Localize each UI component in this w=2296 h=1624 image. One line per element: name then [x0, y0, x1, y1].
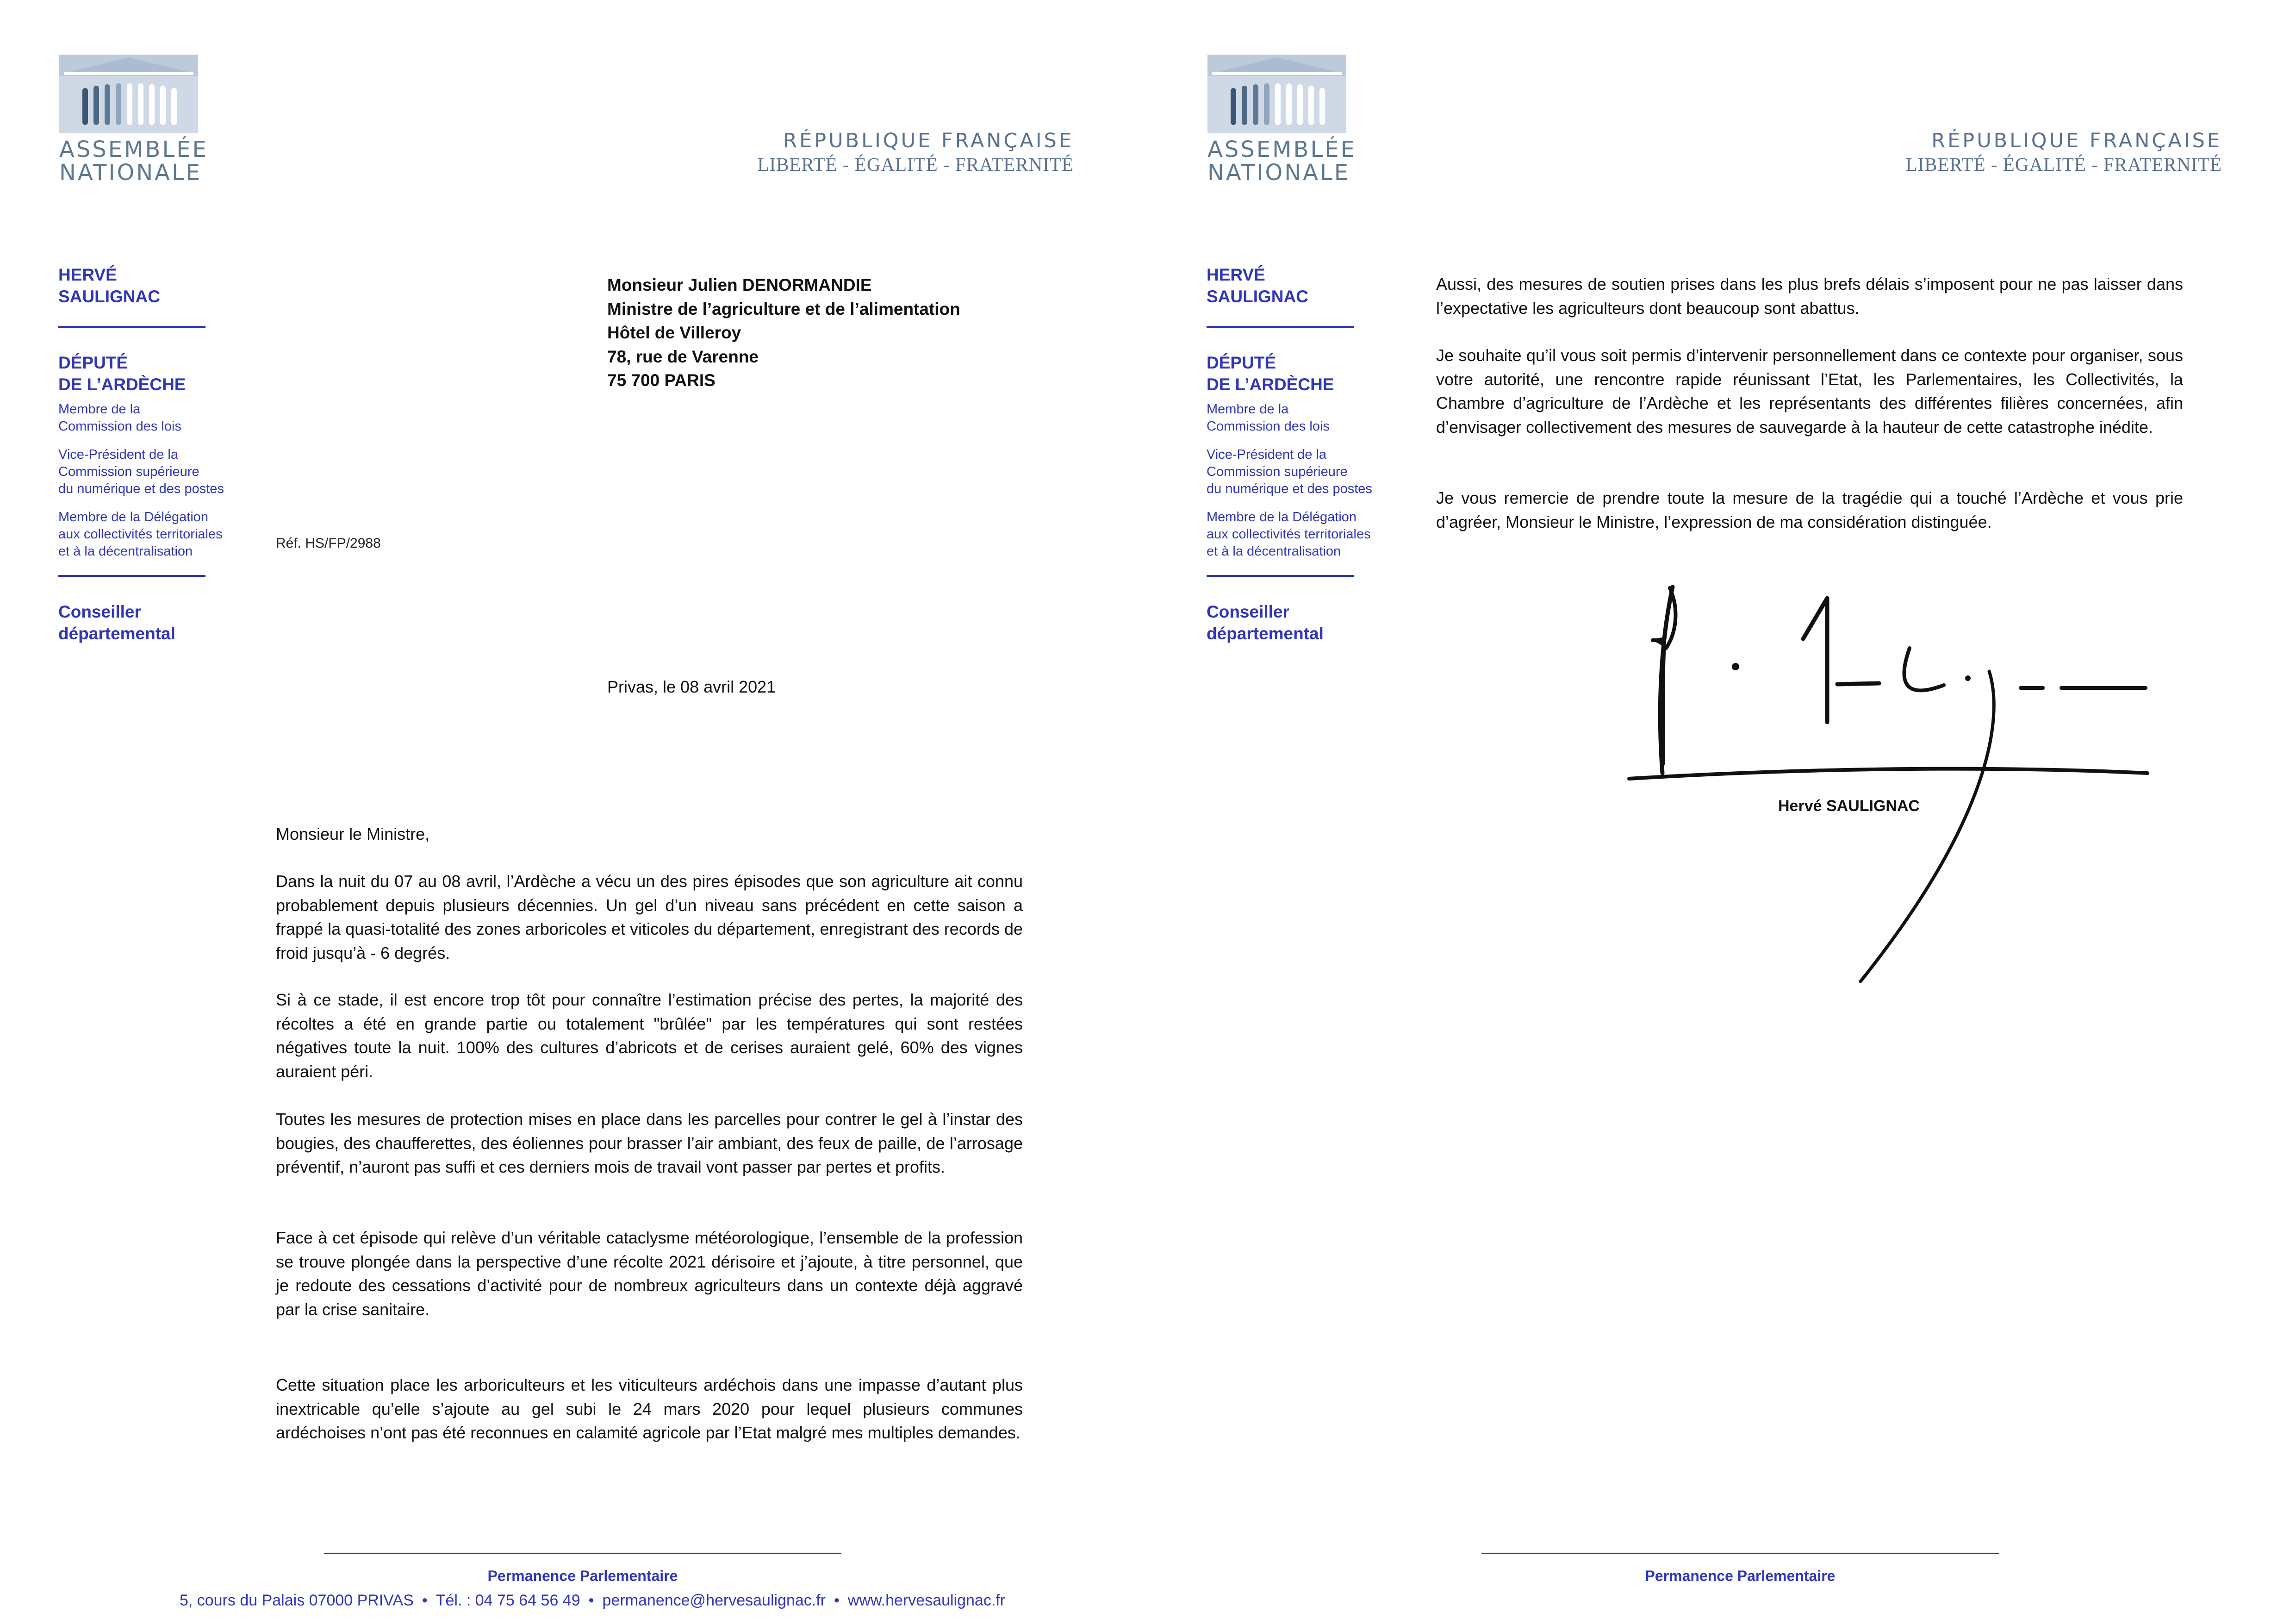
footer-bullet: •	[834, 1592, 840, 1609]
mandate-2	[1207, 446, 1401, 498]
assemblee-nationale-logo	[59, 55, 208, 186]
mandate-2-line-2: Commission supérieure	[58, 464, 199, 479]
footer-email[interactable]: permanence@hervesaulignac.fr	[602, 1592, 826, 1609]
footer-bullet: •	[422, 1592, 428, 1609]
reference: Réf. HS/FP/2988	[276, 536, 381, 551]
republique-header	[722, 129, 1074, 176]
mandate-3-line-2: aux collectivités territoriales	[1207, 527, 1371, 542]
mandate-1-line-1: Membre de la	[1207, 402, 1289, 417]
logo-line-2: NATIONALE	[59, 160, 202, 186]
deputy-role	[1207, 352, 1401, 395]
mandate-1-line-2: Commission des lois	[58, 419, 181, 434]
mandate-3-line-2: aux collectivités territoriales	[58, 527, 223, 542]
sidebar-divider	[58, 575, 205, 577]
mandate-2-line-1: Vice-Président de la	[58, 447, 179, 462]
letter-date: Privas, le 08 avril 2021	[607, 677, 776, 696]
mandate-2-line-3: du numérique et des postes	[1207, 481, 1372, 496]
deputy-last-name: SAULIGNAC	[58, 287, 160, 306]
logo-line-1: ASSEMBLÉE	[1207, 137, 1356, 162]
recipient-address	[607, 273, 960, 393]
recipient-line-3: Hôtel de Villeroy	[607, 323, 741, 342]
footer-contact	[139, 1592, 1046, 1610]
mandate-2	[58, 446, 253, 498]
paragraph-6: Aussi, des mesures de soutien prises dans les plus brefs délais s’imposent pour ne pas laisser dans l’expectative les agriculteurs dont beaucoup sont abattus.	[1436, 275, 2183, 318]
sidebar-divider	[1207, 326, 1354, 328]
council-role-line-2: départemental	[1207, 624, 1324, 643]
recipient-line-1: Monsieur Julien DENORMANDIE	[607, 275, 872, 294]
mandate-3-line-1: Membre de la Délégation	[1207, 510, 1357, 525]
hemicycle-icon	[1207, 55, 1346, 133]
deputy-role-line-1: DÉPUTÉ	[58, 353, 128, 372]
assemblee-nationale-logo	[1207, 55, 1356, 186]
deputy-first-name: HERVÉ	[1207, 265, 1265, 284]
paragraph-3: Toutes les mesures de protection mises en place dans les parcelles pour contrer le gel à l’instar des bougies, des chaufferettes, des éoliennes pour brasser l’air ambiant, des feux de paille, de l’arrosage préventif, n’auront pas suffi et ces derniers mois de travail vont passer par pertes et profits.	[276, 1110, 1023, 1176]
council-role-line-2: départemental	[58, 624, 175, 643]
paragraph-8: Je vous remercie de prendre toute la mesure de la tragédie qui a touché l’Ardèche et vous prie d’agréer, Monsieur le Ministre, l’expression de ma considération distinguée.	[1436, 488, 2183, 531]
mandate-1-line-2: Commission des lois	[1207, 419, 1330, 434]
mandate-3	[1207, 509, 1401, 560]
mandate-1-line-1: Membre de la	[58, 402, 141, 417]
signer-name: Hervé SAULIGNAC	[1778, 797, 1920, 815]
recipient-line-5: 75 700 PARIS	[607, 371, 716, 390]
republique-header	[1870, 129, 2222, 176]
republique-motto: LIBERTÉ - ÉGALITÉ - FRATERNITÉ	[1905, 154, 2222, 175]
sidebar-divider	[58, 326, 205, 328]
republique-title: RÉPUBLIQUE FRANÇAISE	[1931, 129, 2222, 152]
footer-divider	[324, 1553, 841, 1554]
mandate-3	[58, 509, 253, 560]
deputy-role-line-1: DÉPUTÉ	[1207, 353, 1276, 372]
deputy-last-name: SAULIGNAC	[1207, 287, 1308, 306]
council-role-line-1: Conseiller	[1207, 602, 1289, 621]
recipient-line-2: Ministre de l’agriculture et de l’alimentation	[607, 299, 960, 319]
deputy-role-line-2: DE L’ARDÈCHE	[1207, 375, 1334, 394]
footer-title: Permanence Parlementaire	[487, 1568, 678, 1584]
logo-line-1: ASSEMBLÉE	[59, 137, 208, 162]
council-role	[1207, 601, 1401, 644]
council-role	[58, 601, 253, 644]
logo-line-2: NATIONALE	[1207, 160, 1350, 186]
footer-bullet: •	[588, 1592, 594, 1609]
footer-website[interactable]: www.hervesaulignac.fr	[847, 1592, 1006, 1609]
sidebar	[1207, 264, 1401, 644]
deputy-name	[1207, 264, 1401, 307]
mandate-1	[1207, 401, 1401, 435]
paragraph-4: Face à cet épisode qui relève d’un véritable cataclysme météorologique, l’ensemble de la profession se trouve plongée dans la perspective d’une récolte 2021 dérisoire et j’ajoute, à titre personnel, que je redoute des cessations d’activité pour de nombreux agriculteurs dans un contexte déjà aggravé par la crise sanitaire.	[276, 1228, 1023, 1319]
mandate-3-line-3: et à la décentralisation	[58, 544, 193, 559]
footer-divider	[1481, 1553, 1999, 1554]
paragraph-7: Je souhaite qu’il vous soit permis d’intervenir personnellement dans ce contexte pour organiser, sous votre autorité, une rencontre rapide réunissant l’Etat, les Parlementaires, les Collectivités, la Chambre d’agriculture de l’Ardèche et les représentants des différentes filières concernées, afin d’envisager collectivement des mesures de sauvegarde à la hauteur de cette catastrophe inédite.	[1436, 346, 2183, 437]
sidebar-divider	[1207, 575, 1354, 577]
deputy-first-name: HERVÉ	[58, 265, 117, 284]
deputy-role-line-2: DE L’ARDÈCHE	[58, 375, 186, 394]
salutation: Monsieur le Ministre,	[276, 824, 430, 843]
mandate-2-line-2: Commission supérieure	[1207, 464, 1348, 479]
mandate-1	[58, 401, 253, 435]
council-role-line-1: Conseiller	[58, 602, 141, 621]
footer-title: Permanence Parlementaire	[1645, 1568, 1836, 1584]
footer-address: 5, cours du Palais 07000 PRIVAS	[179, 1592, 414, 1609]
footer-phone: Tél. : 04 75 64 56 49	[436, 1592, 580, 1609]
hemicycle-icon	[59, 55, 198, 133]
paragraph-1: Dans la nuit du 07 au 08 avril, l’Ardèche a vécu un des pires épisodes que son agriculture ait connu probablement depuis plusieurs décennies. Un gel d’un niveau sans précédent en cette saison a frappé la quasi-totalité des zones arboricoles et viticoles du département, enregistrant des records de froid jusqu’à - 6 degrés.	[276, 872, 1023, 962]
republique-title: RÉPUBLIQUE FRANÇAISE	[783, 129, 1074, 152]
handwritten-signature-icon	[1620, 579, 2157, 995]
mandate-2-line-1: Vice-Président de la	[1207, 447, 1327, 462]
recipient-line-4: 78, rue de Varenne	[607, 347, 759, 366]
mandate-2-line-3: du numérique et des postes	[58, 481, 224, 496]
paragraph-2: Si à ce stade, il est encore trop tôt pour connaître l’estimation précise des pertes, la majorité des récoltes a été en grande partie ou totalement "brûlée" par les températures qui sont restées négatives toute la nuit. 100% des cultures d’abricots et de cerises auraient gelé, 60% des vignes auraient péri.	[276, 990, 1023, 1081]
deputy-name	[58, 264, 253, 307]
paragraph-5: Cette situation place les arboriculteurs et les viticulteurs ardéchois dans une impasse d’autant plus inextricable qu’elle s’ajoute au gel subi le 24 mars 2020 pour lequel plusieurs communes ardéchoises n’ont pas été reconnues en calamité agricole par l’Etat malgré mes multiples demandes.	[276, 1375, 1023, 1442]
sidebar	[58, 264, 253, 644]
mandate-3-line-3: et à la décentralisation	[1207, 544, 1341, 559]
deputy-role	[58, 352, 253, 395]
mandate-3-line-1: Membre de la Délégation	[58, 510, 209, 525]
republique-motto: LIBERTÉ - ÉGALITÉ - FRATERNITÉ	[757, 154, 1074, 175]
